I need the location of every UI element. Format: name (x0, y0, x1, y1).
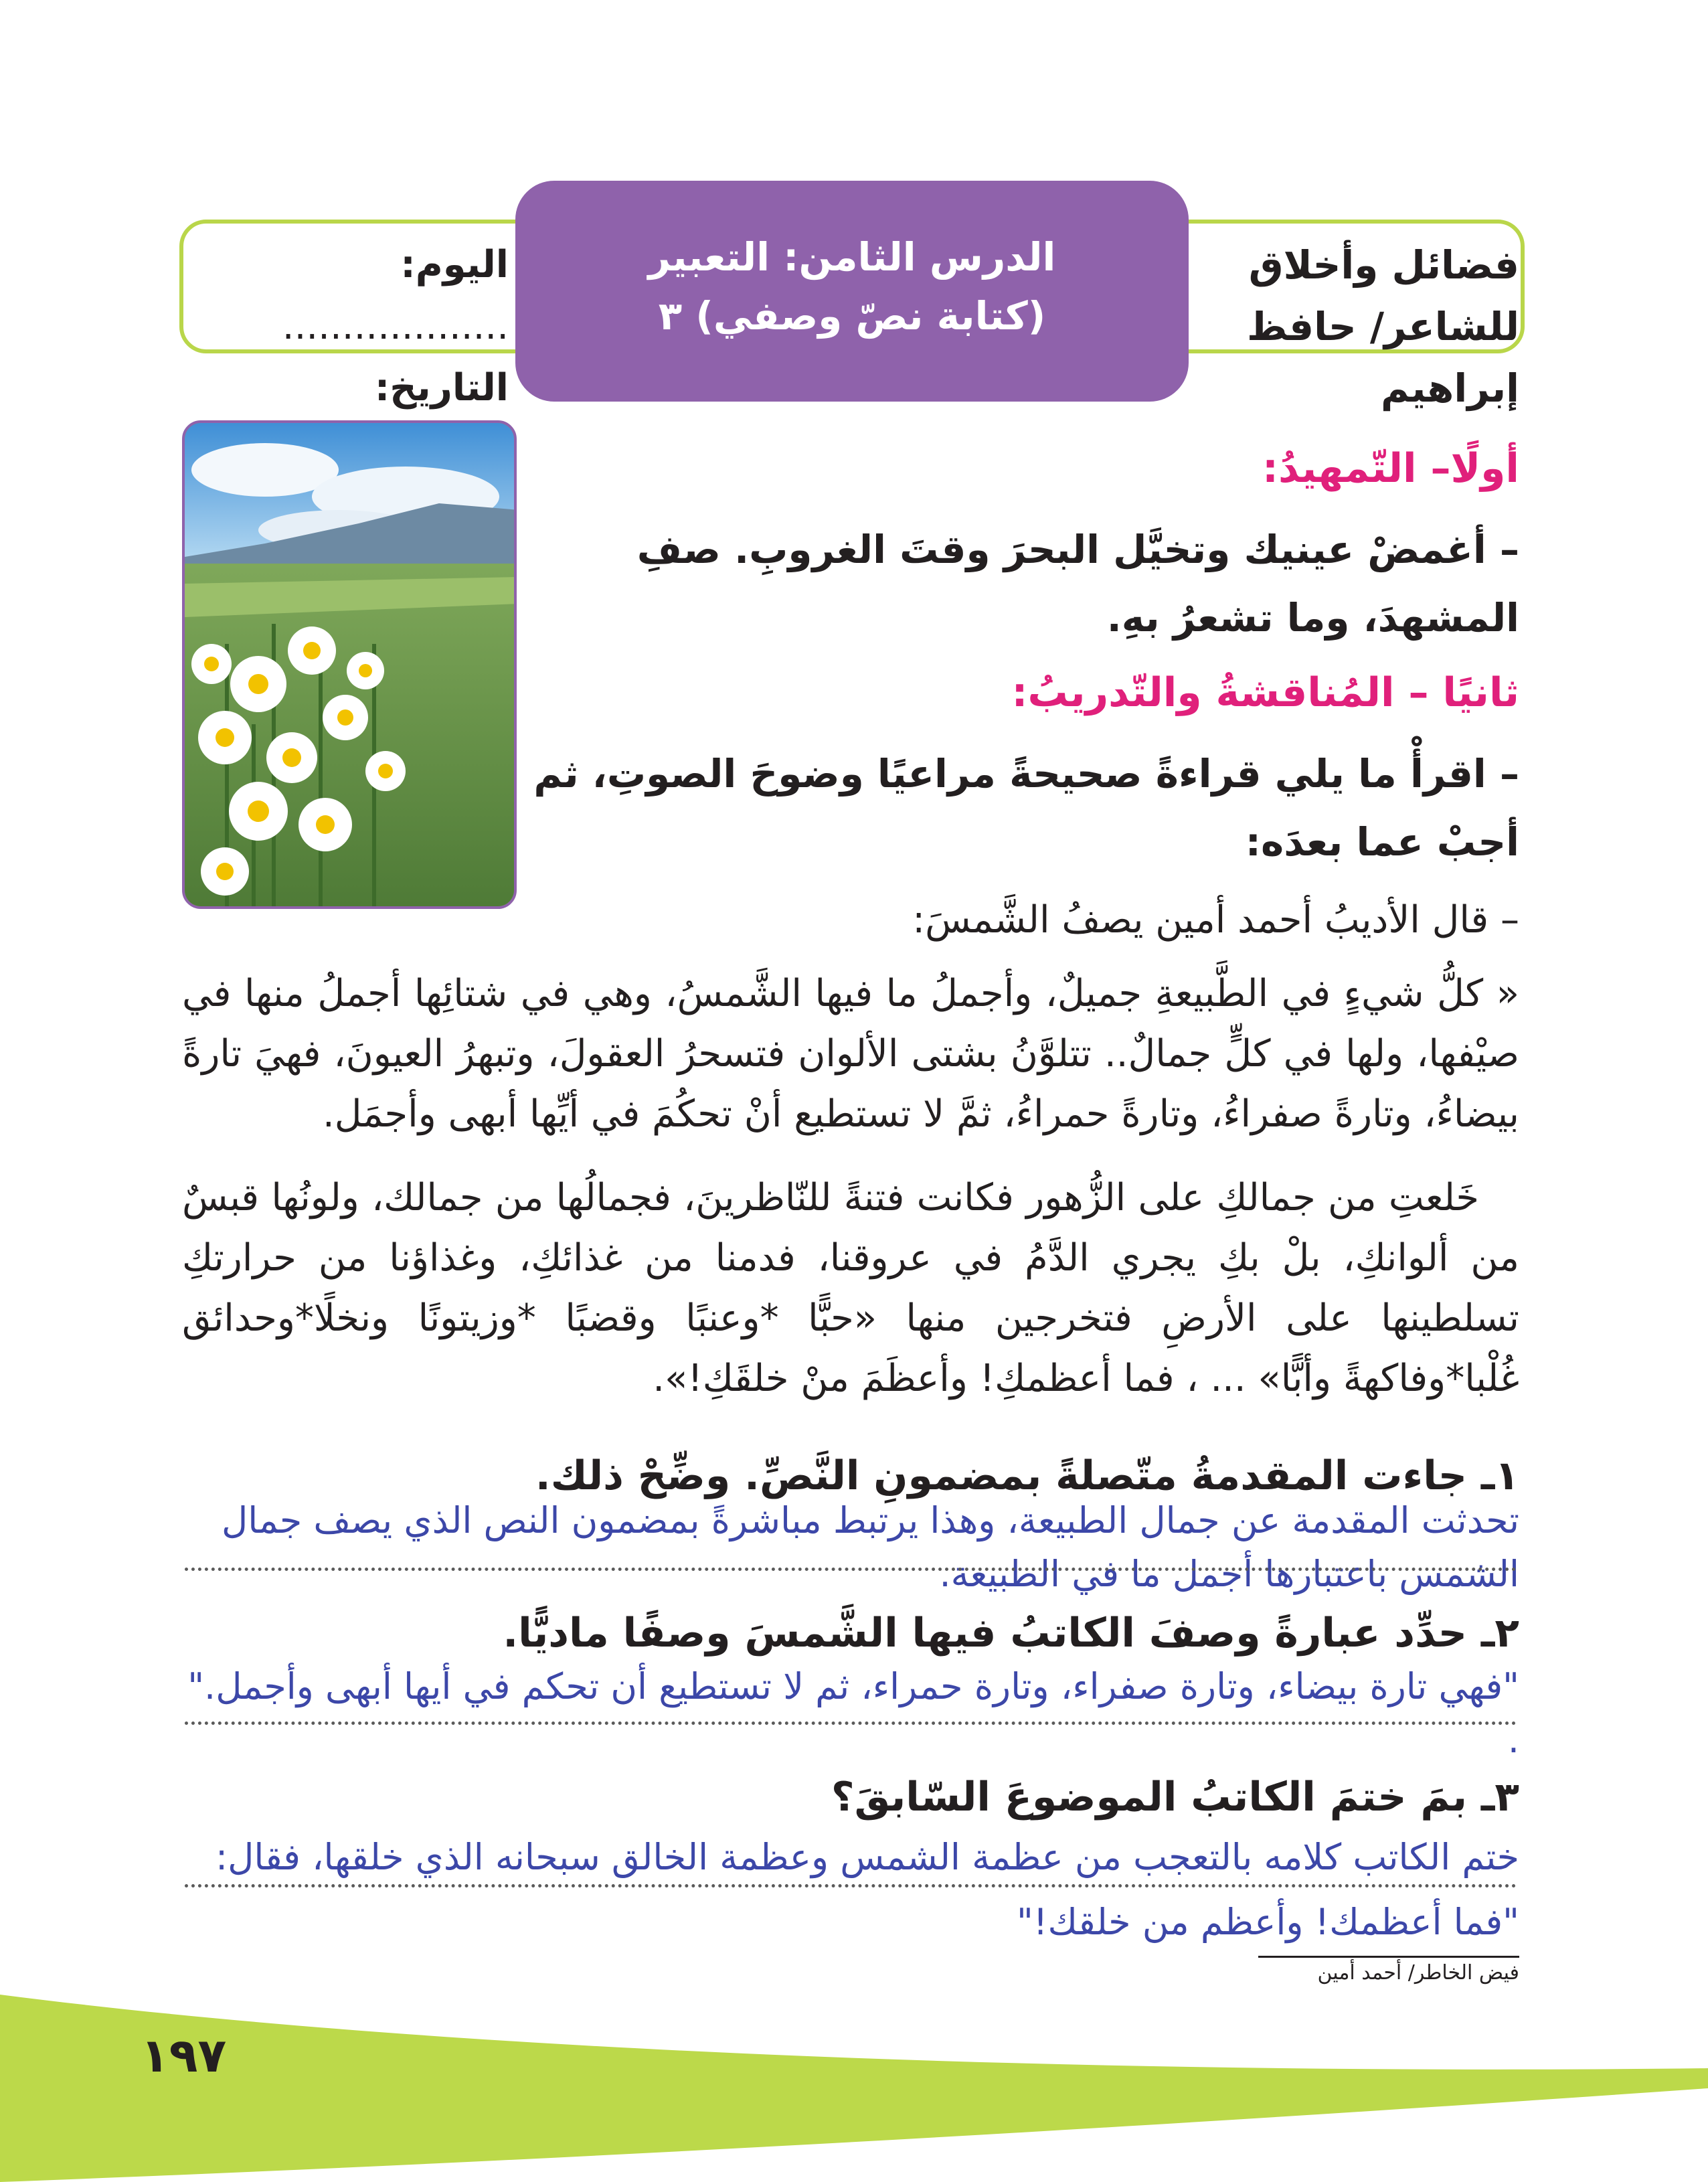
date-label: التاريخ: (374, 366, 509, 410)
passage-intro: – قال الأديبُ أحمد أمين يصفُ الشَّمسَ: (912, 898, 1519, 942)
section-heading-intro: أولًا– التّمهيدُ: (1262, 445, 1519, 492)
answer-3-line-1[interactable]: ختم الكاتب كلامه بالتعجب من عظمة الشمس وعظمة الخالق سبحانه الذي خلقها، فقال: (215, 1836, 1519, 1878)
lesson-title-line: الدرس الثامن: التعبير (648, 234, 1056, 280)
day-field (214, 234, 509, 357)
day-blank: ................... (282, 305, 509, 348)
answer-1[interactable]: تحدثت المقدمة عن جمال الطبيعة، وهذا يرتبط مباشرةً بمضمون النص الذي يصف جمال الشمس باعتبارها أجمل ما في الطبيعة. (221, 1499, 1519, 1595)
answer-3-line-2[interactable]: "فما أعظمك! وأعظم من خلقك!" (1016, 1901, 1519, 1943)
page-decoration-swoosh (0, 1995, 1708, 2182)
page-number: ١٩٧ (141, 2028, 227, 2083)
lesson-title (515, 228, 1189, 345)
day-label: اليوم: (400, 243, 509, 286)
daisy-field-photo (182, 420, 517, 909)
question-2: ٢ـ حدِّد عبارةً وصفَ الكاتبُ فيها الشَّمسَ وصفًا ماديًّا. (503, 1610, 1519, 1657)
answer-2[interactable]: "فهي تارة بيضاء، وتارة صفراء، وتارة حمراء، ثم لا تستطيع أن تحكم في أيها أبهى وأجمل." . (187, 1665, 1519, 1761)
unit-title: فضائل وأخلاق (1248, 242, 1519, 288)
answer-line (185, 1568, 1517, 1571)
source-citation: فيض الخاطر/ أحمد أمين (1317, 1961, 1519, 1985)
unit-info (1185, 234, 1519, 419)
lesson-subtitle-line: (كتابة نصّ وصفي) ٣ (658, 293, 1046, 339)
poet-name: للشاعر/ حافظ إبراهيم (1247, 304, 1519, 411)
answer-line (185, 1722, 1517, 1725)
footnote-rule (1258, 1956, 1519, 1958)
passage-paragraph-1: « كلُّ شيءٍ في الطَّبيعةِ جميلٌ، وأجملُ ما فيها الشَّمسُ، وهي في شتائِها أجملُ منها في صيْفها، ولها في كلٍّ جمالٌ.. تتلوَّنُ بشتى الألوان فتسحرُ العقولَ، وتبهرُ العيونَ، فهيَ تارةً بيضاءُ، وتارةً صفراءُ، وتارةً حمراءُ، ثمَّ لا تستطيع أنْ تحكُمَ في أيِّها أبهى وأجمَل. (182, 972, 1519, 1136)
question-3: ٣ـ بمَ ختمَ الكاتبُ الموضوعَ السّابقَ؟ (831, 1774, 1519, 1821)
intro-task: – أغمضْ عينيك وتخيَّل البحرَ وقتَ الغروبِ. صفِ المشهدَ، وما تشعرُ بهِ. (636, 527, 1519, 641)
passage-paragraph-2: خَلعتِ من جمالكِ على الزُّهور فكانت فتنةً للنّاظرينَ، فجمالُها من جمالك، ولونُها قبسٌ من ألوانكِ، بلْ بكِ يجري الدَّمُ في عروقنا، فدمنا من غذائكِ، وغذاؤنا من حرارتكِ تسلطينها على الأرضِ فتخرجين منها «حبًّا *وعنبًا وقضبًا *وزيتونًا ونخلًا*وحدائق غُلْبا*وفاكهةً وأبًّا» ... ، فما أعظمكِ! وأعظَمَ منْ خلقَكِ!». (182, 1176, 1519, 1400)
section-heading-discussion: ثانيًا – المُناقشةُ والتّدريبُ: (1011, 669, 1519, 716)
daisy-illustration (185, 423, 517, 909)
reading-task: – اقرأْ ما يلي قراءةً صحيحةً مراعيًا وضوحَ الصوتِ، ثم أجبْ عما بعدَه: (533, 751, 1519, 865)
question-1: ١ـ جاءت المقدمةُ متّصلةً بمضمونِ النَّصِّ. وضِّحْ ذلك. (535, 1452, 1519, 1499)
answer-line (185, 1884, 1517, 1887)
